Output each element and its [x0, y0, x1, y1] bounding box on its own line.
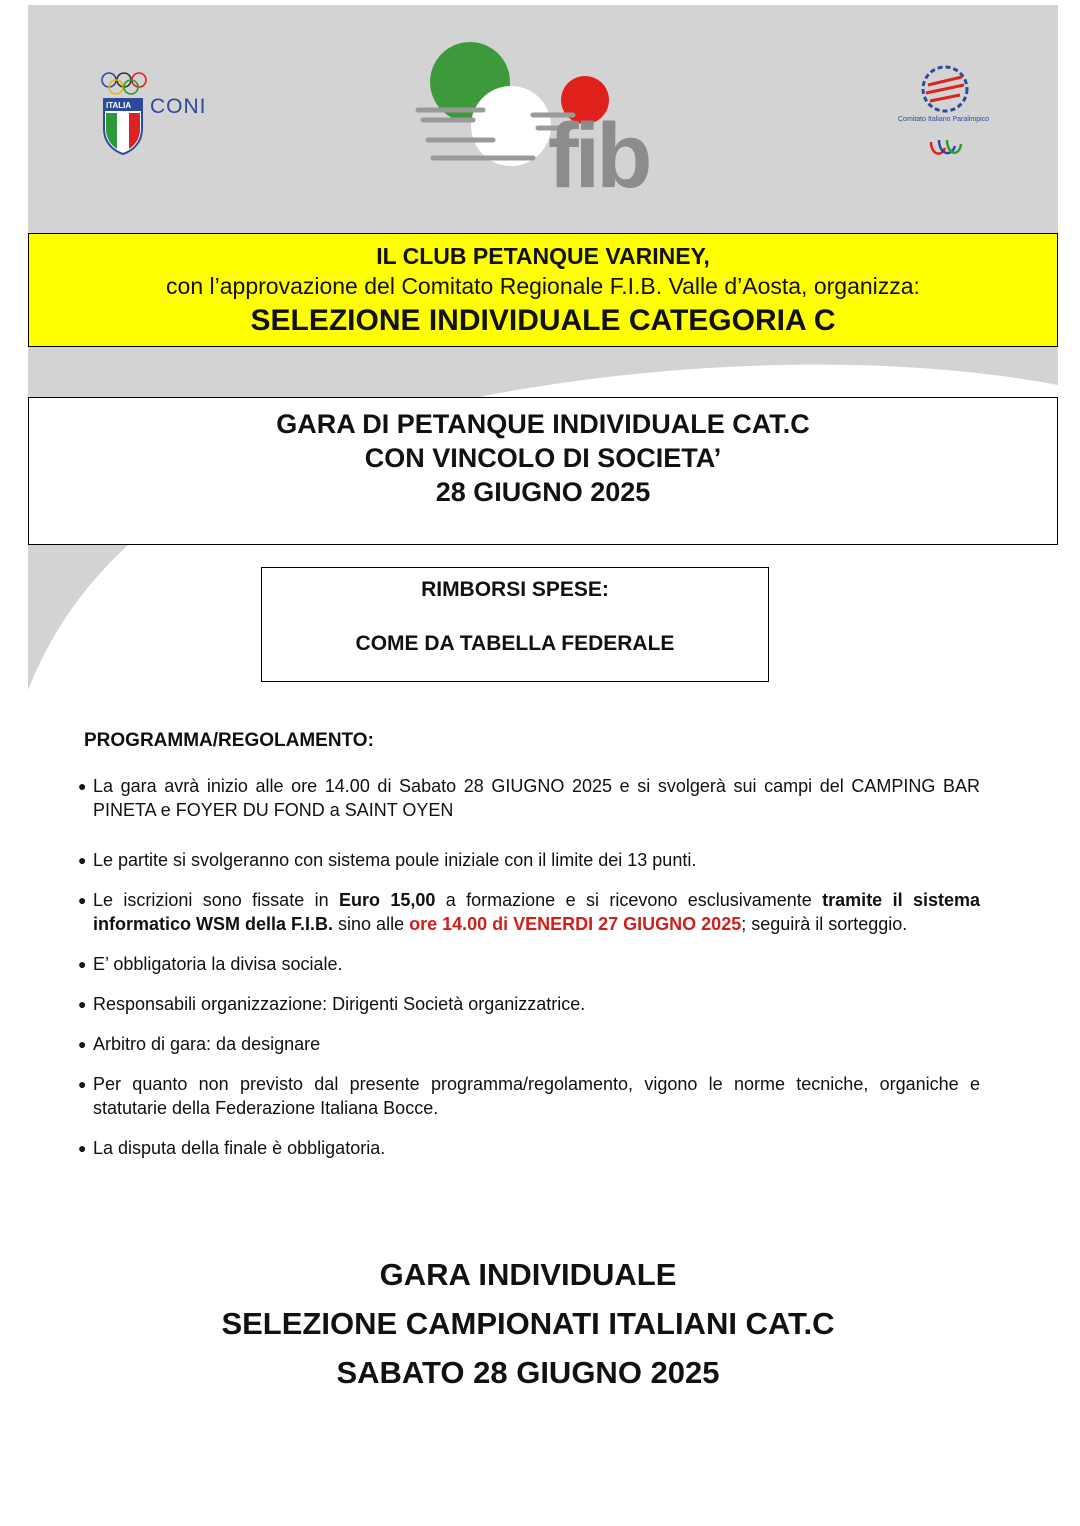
item-text: La gara avrà inizio alle ore 14.00 di Sabato 28 GIUGNO 2025 e si svolgerà sui campi del CAMPING BAR PINETA e FOYER DU FOND a SAINT OYEN — [93, 776, 980, 820]
expenses-title: RIMBORSI SPESE: — [421, 578, 609, 601]
competition-constraint: CON VINCOLO DI SOCIETA’ — [364, 443, 722, 473]
list-item — [78, 1136, 980, 1160]
bullet-icon: ● — [78, 956, 87, 972]
list-item — [78, 774, 980, 822]
item-text: Responsabili organizzazione: Dirigenti Società organizzatrice. — [93, 994, 586, 1014]
competition-title: GARA DI PETANQUE INDIVIDUALE CAT.C — [276, 409, 810, 439]
agitos-icon — [927, 136, 963, 160]
list-item — [78, 1072, 980, 1120]
list-item — [78, 1032, 980, 1056]
event-category-title: SELEZIONE INDIVIDUALE CATEGORIA C — [250, 304, 836, 337]
program-heading: PROGRAMMA/REGOLAMENTO: — [84, 730, 374, 751]
fee-amount: Euro 15,00 — [338, 890, 436, 910]
footer-line-2: SELEZIONE CAMPIONATI ITALIANI CAT.C — [221, 1306, 835, 1341]
cip-label: Comitato Italiano Paralimpico — [898, 116, 990, 123]
logo-header — [28, 5, 1058, 233]
bullet-icon: ● — [78, 852, 87, 868]
coni-label: CONI — [150, 95, 207, 118]
bullet-icon: ● — [78, 1140, 87, 1156]
item-text: Le iscrizioni sono fissate in Euro 15,00 a formazione e si ricevono esclusivamente tramite il sistema informatico WSM della F.I.B. sino alle ore 14.00 di VENERDI 27 GIUGNO 2025; seguirà il sorteggio. — [93, 890, 980, 934]
bullet-icon: ● — [78, 996, 87, 1012]
list-item — [78, 848, 980, 872]
item-text: Arbitro di gara: da designare — [93, 1034, 321, 1054]
list-item — [78, 992, 980, 1016]
footer-summary — [0, 1250, 1056, 1397]
bullet-icon: ● — [78, 1036, 87, 1052]
expenses-box — [261, 567, 769, 682]
olympic-rings-icon — [100, 71, 148, 97]
item-text: E’ obbligatoria la divisa sociale. — [93, 954, 343, 974]
approval-text: con l’approvazione del Comitato Regionale F.I.B. Valle d’Aosta, organizza: — [166, 273, 920, 299]
italia-label: ITALIA — [106, 101, 132, 110]
bullet-icon: ● — [78, 892, 87, 908]
competition-box — [28, 397, 1058, 545]
competition-date: 28 GIUGNO 2025 — [435, 477, 651, 507]
footer-line-1: GARA INDIVIDUALE — [379, 1257, 677, 1292]
club-name: IL CLUB PETANQUE VARINEY, — [376, 243, 710, 269]
paralympic-committee-icon — [920, 63, 970, 115]
list-item — [78, 952, 980, 976]
list-item — [78, 888, 980, 936]
bullet-icon: ● — [78, 1076, 87, 1092]
registration-deadline: ore 14.00 di VENERDI 27 GIUGNO 2025 — [409, 914, 742, 934]
item-text: La disputa della finale è obbligatoria. — [93, 1138, 386, 1158]
item-text: Per quanto non previsto dal presente programma/regolamento, vigono le norme tecniche, organiche e statutarie della Federazione Italiana Bocce. — [93, 1074, 980, 1118]
expenses-text: COME DA TABELLA FEDERALE — [355, 632, 675, 655]
organizer-banner — [28, 233, 1058, 347]
item-text: Le partite si svolgeranno con sistema poule iniziale con il limite dei 13 punti. — [93, 850, 697, 870]
footer-line-3: SABATO 28 GIUGNO 2025 — [336, 1355, 720, 1390]
registration-system: tramite il sistema informatico WSM della F.I.B. — [93, 890, 980, 934]
program-list — [78, 774, 980, 1160]
bullet-icon: ● — [78, 778, 87, 794]
fib-wordmark: fib — [548, 105, 649, 207]
